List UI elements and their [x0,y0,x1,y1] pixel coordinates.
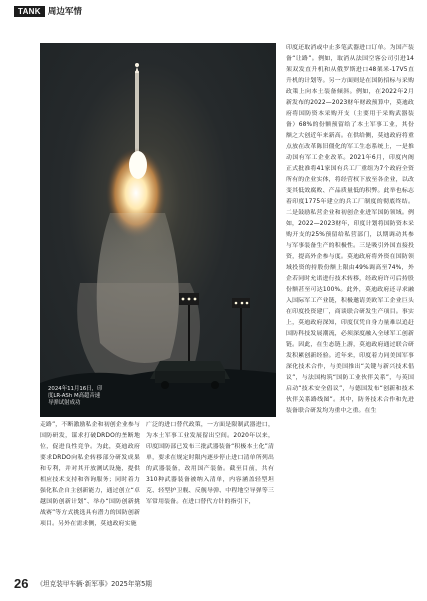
caption-line: 导弹试射成功 [48,400,81,406]
journal-name: 《坦克装甲车辆·新军事》2025年第5期 [36,580,152,588]
section-title: 周边军情 [47,7,82,17]
body-text: 走路”，不断激励私企和初创企业参与国防研发，谋求打破DRDO的垄断地位，促进良性竞争。为此，莫迪政府要求DRDO向私企转移部分研发成果和专利，并对其开放测试设施，提供相应技术支持和咨询服务；同时着力强化私企自主创新能力，通过创立“卓越国防创新计划”、举办“国防创新挑战赛”等方式挑选具有潜力的国防创新项目。另外在需求侧，莫迪政府实施 [40,422,140,527]
magazine-tag: TANK [14,6,45,17]
article-column-bottom-left [40,420,140,530]
body-text: 印度还取消或中止多笔武器进口订单。为国产装备“让路”。例如，取消从法国空客公司引进14架双发直升机和从俄罗斯进口48架米-17V5直升机的计划等。另一方面则是在国防招标与采购政策上向本土装备倾斜。例如，在2022年2月新发布的2022—2023财年财政预算中，莫迪政府将国防资本采购开支（主要用于采购武器装备）68%的份额预留给了本土军事工业，其份额之大创近年来新高。在供给侧，莫迪政府将重点放在改革陈旧僵化的军工生态系统上，一是推动国有军工企业改革。2021年6月，印度内阁正式批准将41家国有兵工厂重组为7个政府全资所有的企业实体，将经营权下放至各企业，以改变其低效腐败、产品质量低的积弊。此举也标志着印度1775年建立的兵工厂制度的彻底终结。二是鼓励私营企业和初创企业进军国防领域。例如，2022—2023财年，印度计划将国防资本采购开支的25%预留给私营部门，以期调动其参与军事装备生产的积极性。三是吸引外国直接投资，提高外企参与度。莫迪政府将外资在国防领域投资的持股份额上限由49%调高至74%，外企若同时允诺进行技术转移，经政府许可后持股份额甚至可达100%。此外，莫迪政府还寻求融入国际军工产业链，积极邀请美欧军工企业巨头在印度投资建厂，商谈联合研发生产项目。事实上，莫迪政府深知，印度仅凭自身力量难以追赶国防科技发展潮流，必须深度融入全球军工创新链。因此，在生态链上游，莫迪政府通过联合研发积累创新经验。近年来，印度着力同美国军事深化技术合作，与美国推出“关键与新兴技术倡议”，与法国构筑“国防工业伙伴关系”，与英国启动“技术安全倡议”，与德国发布“创新和技术伙伴关系路线图”。其中，防务技术合作和先进装备联合研发均为重中之重。在生 [286,45,414,414]
body-text: 广泛的进口替代政策，一方面是限制武器进口，为本土军事工业发展留出空间。2020年以来，印度国防部已发布三批武器装备“积极本土化”清单，要求在规定时限内逐步停止进口清单所列出的武器装备，改用国产装备。截至目前，共有310种武器装备被纳入清单，内容涵盖轻型坦克、轻型护卫舰、反舰导弹、中程地空导弹等三军常用装备。在进口替代方针的指引下， [146,422,274,505]
caption-line: 2024年11月16日，印 [48,386,103,392]
launch-scene-illustration [40,43,276,417]
caption-line: 度LR-ASh M高超音速 [48,393,101,399]
article-column-bottom-middle [146,420,274,508]
page-footer [14,575,152,591]
page-number: 26 [14,575,29,591]
page-header [14,5,82,17]
photo-caption [48,386,168,407]
article-column-right [286,43,414,417]
missile-launch-photo [40,43,276,417]
